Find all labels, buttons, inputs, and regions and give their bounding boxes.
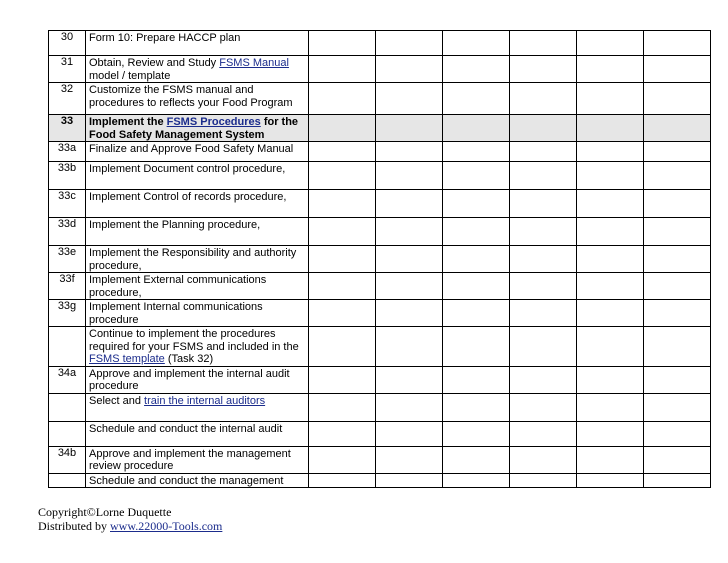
table-row [49,366,711,393]
empty-cell[interactable] [376,327,443,367]
task-description: Approve and implement the internal audit procedure [86,366,309,393]
task-number: 31 [49,56,86,83]
task-description: Implement the Planning procedure, [86,218,309,246]
empty-cell[interactable] [644,300,711,327]
empty-cell[interactable] [644,56,711,83]
empty-cell[interactable] [510,300,577,327]
table-row [49,190,711,218]
empty-cell[interactable] [443,273,510,300]
empty-cell[interactable] [577,300,644,327]
empty-cell[interactable] [443,300,510,327]
task-description: Implement External communications procedure, [86,273,309,300]
empty-cell[interactable] [510,273,577,300]
table-row [49,246,711,273]
empty-cell[interactable] [510,393,577,421]
empty-cell[interactable] [309,366,376,393]
empty-cell[interactable] [376,273,443,300]
task-number: 30 [49,31,86,56]
empty-cell[interactable] [443,446,510,473]
empty-cell[interactable] [309,473,376,488]
empty-cell[interactable] [644,218,711,246]
empty-cell[interactable] [309,446,376,473]
task-description [86,327,309,367]
empty-cell[interactable] [376,162,443,190]
empty-cell[interactable] [376,190,443,218]
empty-cell[interactable] [577,218,644,246]
task-number [49,421,86,446]
empty-cell[interactable] [510,83,577,115]
empty-cell[interactable] [644,366,711,393]
table-row [49,421,711,446]
empty-cell[interactable] [376,366,443,393]
task-number: 33g [49,300,86,327]
empty-cell[interactable] [510,56,577,83]
task-table [48,30,711,488]
empty-cell[interactable] [443,327,510,367]
footer-copyright: Copyright©Lorne Duquette [38,505,172,519]
empty-cell[interactable] [443,393,510,421]
empty-cell[interactable] [644,31,711,56]
empty-cell[interactable] [443,162,510,190]
empty-cell[interactable] [376,446,443,473]
task-description: Implement Document control procedure, [86,162,309,190]
empty-cell[interactable] [309,142,376,162]
task-text: Select and [89,394,145,407]
empty-cell[interactable] [577,273,644,300]
task-number: 33b [49,162,86,190]
task-text: Obtain, Review and Study [89,57,220,69]
empty-cell[interactable] [376,31,443,56]
empty-cell[interactable] [376,421,443,446]
empty-cell[interactable] [309,393,376,421]
task-link[interactable]: FSMS Manual [219,57,289,69]
table-row [49,162,711,190]
empty-cell[interactable] [510,190,577,218]
table-row [49,142,711,162]
empty-cell[interactable] [510,246,577,273]
empty-cell[interactable] [510,327,577,367]
empty-cell[interactable] [644,142,711,162]
task-description: Approve and implement the management review procedure [86,446,309,473]
empty-cell[interactable] [309,246,376,273]
empty-cell[interactable] [577,446,644,473]
table-row [49,273,711,300]
table-row [49,393,711,421]
empty-cell[interactable] [577,393,644,421]
empty-cell[interactable] [644,246,711,273]
task-description: Schedule and conduct the management [86,473,309,488]
task-number: 33c [49,190,86,218]
empty-cell[interactable] [644,115,711,142]
task-number: 33 [49,115,86,142]
empty-cell[interactable] [443,366,510,393]
task-text: Implement the [89,116,167,128]
empty-cell[interactable] [443,142,510,162]
empty-cell[interactable] [443,190,510,218]
empty-cell[interactable] [510,421,577,446]
empty-cell[interactable] [510,218,577,246]
task-description [86,115,309,142]
empty-cell[interactable] [443,218,510,246]
empty-cell[interactable] [376,246,443,273]
empty-cell[interactable] [577,246,644,273]
table-row [49,31,711,56]
task-number: 33e [49,246,86,273]
task-description: Schedule and conduct the internal audit [86,421,309,446]
task-description [86,56,309,83]
empty-cell[interactable] [443,83,510,115]
task-number: 34a [49,366,86,393]
empty-cell[interactable] [577,142,644,162]
empty-cell[interactable] [510,115,577,142]
empty-cell[interactable] [309,162,376,190]
empty-cell[interactable] [443,473,510,488]
empty-cell[interactable] [309,421,376,446]
task-text: (Task 32) [164,353,214,365]
empty-cell[interactable] [309,190,376,218]
empty-cell[interactable] [577,190,644,218]
task-text: Continue to implement the procedures required for your FSMS and included in the [89,328,299,353]
footer-website-link[interactable]: www.22000-Tools.com [110,519,223,533]
empty-cell[interactable] [443,246,510,273]
empty-cell[interactable] [309,83,376,115]
task-description: Implement Internal communications procedure [86,300,309,327]
empty-cell[interactable] [644,273,711,300]
empty-cell[interactable] [510,366,577,393]
empty-cell[interactable] [443,56,510,83]
empty-cell[interactable] [376,56,443,83]
table-row [49,327,711,367]
task-description: Form 10: Prepare HACCP plan [86,31,309,56]
empty-cell[interactable] [309,115,376,142]
empty-cell[interactable] [577,421,644,446]
empty-cell[interactable] [443,31,510,56]
task-description: Implement the Responsibility and authority procedure, [86,246,309,273]
task-number: 32 [49,83,86,115]
table-row [49,83,711,115]
table-row [49,56,711,83]
task-link[interactable]: FSMS Procedures [166,116,261,128]
task-number: 34b [49,446,86,473]
empty-cell[interactable] [309,300,376,327]
empty-cell[interactable] [577,56,644,83]
empty-cell[interactable] [510,162,577,190]
empty-cell[interactable] [376,218,443,246]
empty-cell[interactable] [644,393,711,421]
task-number [49,327,86,367]
empty-cell[interactable] [577,31,644,56]
task-text: for the Food Safety Management System [89,116,299,141]
empty-cell[interactable] [644,446,711,473]
task-description: Implement Control of records procedure, [86,190,309,218]
task-number [49,393,86,421]
empty-cell[interactable] [309,327,376,367]
empty-cell[interactable] [376,83,443,115]
empty-cell[interactable] [376,115,443,142]
empty-cell[interactable] [376,142,443,162]
empty-cell[interactable] [644,421,711,446]
empty-cell[interactable] [577,115,644,142]
table-row [49,300,711,327]
empty-cell[interactable] [510,31,577,56]
table-row [49,473,711,488]
task-link[interactable]: train the internal auditors [144,394,266,407]
task-text: model / template [89,69,171,82]
table-row [49,446,711,473]
task-number [49,473,86,488]
empty-cell[interactable] [577,327,644,367]
empty-cell[interactable] [376,393,443,421]
empty-cell[interactable] [309,273,376,300]
task-number: 33d [49,218,86,246]
empty-cell[interactable] [577,83,644,115]
empty-cell[interactable] [309,56,376,83]
empty-cell[interactable] [510,473,577,488]
empty-cell[interactable] [443,115,510,142]
empty-cell[interactable] [577,473,644,488]
empty-cell[interactable] [644,327,711,367]
task-description [86,393,309,421]
empty-cell[interactable] [644,190,711,218]
task-description: Finalize and Approve Food Safety Manual [86,142,309,162]
task-link[interactable]: FSMS template [89,353,165,365]
empty-cell[interactable] [376,473,443,488]
empty-cell[interactable] [309,218,376,246]
empty-cell[interactable] [443,421,510,446]
task-description: Customize the FSMS manual and procedures to reflects your Food Program [86,83,309,115]
empty-cell[interactable] [644,162,711,190]
footer-distributed-prefix: Distributed by [38,519,110,533]
empty-cell[interactable] [510,142,577,162]
task-number: 33f [49,273,86,300]
empty-cell[interactable] [644,83,711,115]
empty-cell[interactable] [577,162,644,190]
task-number: 33a [49,142,86,162]
empty-cell[interactable] [309,31,376,56]
empty-cell[interactable] [376,300,443,327]
table-row [49,115,711,142]
table-row [49,218,711,246]
empty-cell[interactable] [644,473,711,488]
footer-distributed [38,519,222,533]
empty-cell[interactable] [577,366,644,393]
empty-cell[interactable] [510,446,577,473]
